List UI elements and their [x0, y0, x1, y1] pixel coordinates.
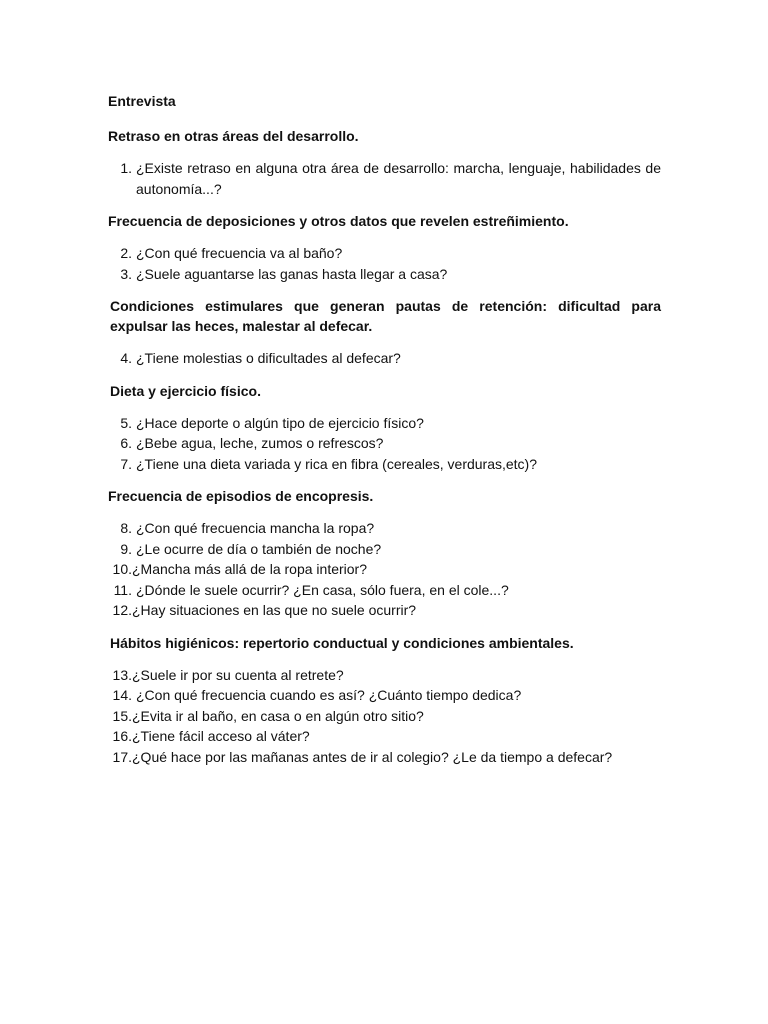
- question-number: 3.: [120, 265, 132, 282]
- question-list: [108, 518, 661, 621]
- question-number: 6.: [120, 435, 132, 451]
- question-number: 9.: [120, 540, 132, 557]
- question-number: 15.: [112, 707, 132, 724]
- question-list: [108, 413, 661, 475]
- section-heading: Frecuencia de episodios de encopresis.: [108, 488, 374, 504]
- question-list: [108, 665, 661, 768]
- section-bowel-frequency: [108, 211, 661, 284]
- section-retention-conditions: [108, 296, 661, 369]
- question-item: [108, 264, 661, 285]
- section-encopresis-episodes: [108, 486, 661, 621]
- question-number: 8.: [120, 520, 132, 536]
- question-text: ¿Hay situaciones en las que no suele ocurrir?: [132, 602, 417, 618]
- question-item: [108, 600, 661, 621]
- question-number: 17.: [112, 748, 132, 765]
- section-heading: Retraso en otras áreas del desarrollo.: [108, 128, 359, 144]
- question-item: [108, 580, 661, 601]
- section-developmental-delay: [108, 126, 661, 199]
- question-text: ¿Con qué frecuencia mancha la ropa?: [136, 520, 375, 536]
- question-text: ¿Tiene molestias o dificultades al defecar?: [136, 350, 401, 366]
- question-number: 2.: [120, 245, 132, 261]
- question-item: [108, 243, 661, 264]
- question-number: 14.: [112, 687, 132, 703]
- question-number: 4.: [120, 350, 132, 366]
- question-text: ¿Suele aguantarse las ganas hasta llegar a casa?: [136, 265, 448, 282]
- question-number: 5.: [120, 414, 132, 431]
- question-text: ¿Con qué frecuencia cuando es así? ¿Cuánto tiempo dedica?: [136, 687, 522, 703]
- question-number: 11.: [113, 581, 132, 598]
- question-number: 13.: [112, 666, 132, 683]
- question-item: [108, 559, 661, 580]
- question-item: [108, 747, 661, 768]
- question-item: [108, 518, 661, 539]
- question-text: ¿Le ocurre de día o también de noche?: [136, 540, 382, 557]
- question-text: ¿Suele ir por su cuenta al retrete?: [132, 666, 344, 683]
- question-list: [108, 243, 661, 284]
- question-list: [108, 158, 661, 199]
- question-text: ¿Mancha más allá de la ropa interior?: [132, 561, 368, 577]
- question-number: 12.: [112, 602, 132, 618]
- question-text: ¿Con qué frecuencia va al baño?: [136, 245, 343, 261]
- section-heading: Dieta y ejercicio físico.: [110, 382, 261, 399]
- question-number: 10.: [112, 561, 132, 577]
- question-item: [108, 413, 661, 434]
- question-item: [108, 706, 661, 727]
- question-text: ¿Tiene fácil acceso al váter?: [132, 728, 310, 744]
- question-text: ¿Evita ir al baño, en casa o en algún otro sitio?: [132, 707, 424, 724]
- question-item: [108, 726, 661, 747]
- question-item: [108, 433, 661, 454]
- section-heading: Frecuencia de deposiciones y otros datos que revelen estreñimiento.: [108, 213, 569, 229]
- question-text: ¿Tiene una dieta variada y rica en fibra (cereales, verduras,etc)?: [136, 455, 538, 472]
- section-hygiene-habits: [108, 633, 661, 768]
- section-heading: Hábitos higiénicos: repertorio conductual y condiciones ambientales.: [110, 634, 574, 651]
- question-number: 16.: [112, 728, 132, 744]
- section-diet-exercise: [108, 381, 661, 475]
- question-text: ¿Qué hace por las mañanas antes de ir al colegio? ¿Le da tiempo a defecar?: [132, 748, 613, 765]
- question-item: [108, 539, 661, 560]
- question-list: [108, 348, 661, 369]
- question-item: [108, 685, 661, 706]
- question-item: [108, 454, 661, 475]
- section-heading: Condiciones estimulares que generan pautas de retención: dificultad para expulsar las heces, malestar al defecar.: [110, 298, 661, 334]
- question-item: [108, 158, 661, 199]
- question-number: 7.: [120, 455, 132, 472]
- question-number: 1.: [120, 160, 132, 176]
- document-title: Entrevista: [108, 93, 176, 109]
- document-page: [108, 92, 661, 779]
- question-text: ¿Hace deporte o algún tipo de ejercicio físico?: [136, 414, 424, 431]
- question-item: [108, 348, 661, 369]
- question-text: ¿Existe retraso en alguna otra área de desarrollo: marcha, lenguaje, habilidades de autonomía...?: [136, 160, 661, 197]
- question-text: ¿Bebe agua, leche, zumos o refrescos?: [136, 435, 384, 451]
- question-text: ¿Dónde le suele ocurrir? ¿En casa, sólo fuera, en el cole...?: [136, 581, 509, 598]
- question-item: [108, 665, 661, 686]
